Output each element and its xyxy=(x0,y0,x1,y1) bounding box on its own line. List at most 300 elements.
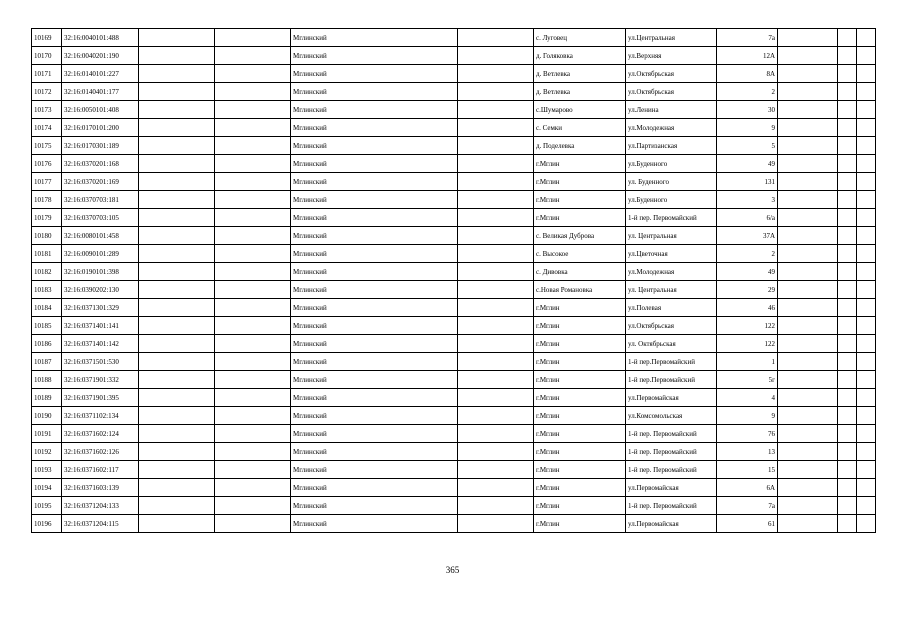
table-row xyxy=(32,443,876,461)
empty-cell xyxy=(215,425,291,443)
empty-cell xyxy=(857,47,876,65)
empty-cell xyxy=(215,47,291,65)
locality-cell: г.Мглин xyxy=(534,209,626,227)
empty-cell xyxy=(838,191,857,209)
house-number-cell: 49 xyxy=(717,155,778,173)
house-number-cell: 7а xyxy=(717,497,778,515)
table-row xyxy=(32,299,876,317)
row-number-cell: 10191 xyxy=(32,425,62,443)
house-number-cell: 29 xyxy=(717,281,778,299)
empty-cell xyxy=(838,407,857,425)
cadastral-number-cell: 32:16:0371401:141 xyxy=(62,317,139,335)
empty-cell xyxy=(215,317,291,335)
house-number-cell: 30 xyxy=(717,101,778,119)
empty-cell xyxy=(139,479,215,497)
empty-cell xyxy=(857,191,876,209)
empty-cell xyxy=(778,479,838,497)
house-number-cell: 122 xyxy=(717,335,778,353)
locality-cell: с. Семки xyxy=(534,119,626,137)
house-number-cell: 6/а xyxy=(717,209,778,227)
table-row xyxy=(32,137,876,155)
cadastral-number-cell: 32:16:0371301:329 xyxy=(62,299,139,317)
empty-cell xyxy=(215,515,291,533)
table-row xyxy=(32,101,876,119)
street-cell: ул.Первомайская xyxy=(626,515,717,533)
empty-cell xyxy=(139,317,215,335)
district-cell: Мглинский xyxy=(291,479,458,497)
cadastral-number-cell: 32:16:0170301:189 xyxy=(62,137,139,155)
cadastral-number-cell: 32:16:0140101:227 xyxy=(62,65,139,83)
row-number-cell: 10193 xyxy=(32,461,62,479)
house-number-cell: 12А xyxy=(717,47,778,65)
empty-cell xyxy=(857,515,876,533)
empty-cell xyxy=(778,209,838,227)
empty-cell xyxy=(838,83,857,101)
locality-cell: д. Голяковка xyxy=(534,47,626,65)
row-number-cell: 10195 xyxy=(32,497,62,515)
row-number-cell: 10178 xyxy=(32,191,62,209)
table-row xyxy=(32,29,876,47)
empty-cell xyxy=(215,353,291,371)
empty-cell xyxy=(838,281,857,299)
district-cell: Мглинский xyxy=(291,137,458,155)
empty-cell xyxy=(139,47,215,65)
row-number-cell: 10194 xyxy=(32,479,62,497)
empty-cell xyxy=(139,83,215,101)
page-number: 365 xyxy=(445,565,460,575)
empty-cell xyxy=(778,65,838,83)
empty-cell xyxy=(215,371,291,389)
row-number-cell: 10180 xyxy=(32,227,62,245)
table-row xyxy=(32,371,876,389)
table-row xyxy=(32,425,876,443)
district-cell: Мглинский xyxy=(291,461,458,479)
street-cell: 1-й пер. Первомайский xyxy=(626,497,717,515)
empty-cell xyxy=(778,137,838,155)
house-number-cell: 1 xyxy=(717,353,778,371)
empty-cell xyxy=(458,479,534,497)
row-number-cell: 10170 xyxy=(32,47,62,65)
table-row xyxy=(32,227,876,245)
empty-cell xyxy=(215,461,291,479)
locality-cell: г.Мглин xyxy=(534,353,626,371)
row-number-cell: 10177 xyxy=(32,173,62,191)
empty-cell xyxy=(857,245,876,263)
cadastral-number-cell: 32:16:0370201:168 xyxy=(62,155,139,173)
empty-cell xyxy=(838,299,857,317)
empty-cell xyxy=(838,443,857,461)
table-row xyxy=(32,47,876,65)
cadastral-number-cell: 32:16:0080101:458 xyxy=(62,227,139,245)
empty-cell xyxy=(458,497,534,515)
locality-cell: г.Мглин xyxy=(534,371,626,389)
empty-cell xyxy=(838,389,857,407)
cadastral-number-cell: 32:16:0190101:398 xyxy=(62,263,139,281)
cadastral-number-cell: 32:16:0140401:177 xyxy=(62,83,139,101)
empty-cell xyxy=(215,137,291,155)
house-number-cell: 4 xyxy=(717,389,778,407)
empty-cell xyxy=(215,227,291,245)
locality-cell: д. Ветлевка xyxy=(534,65,626,83)
empty-cell xyxy=(139,407,215,425)
empty-cell xyxy=(215,173,291,191)
empty-cell xyxy=(857,497,876,515)
cadastral-number-cell: 32:16:0371602:117 xyxy=(62,461,139,479)
empty-cell xyxy=(458,137,534,155)
cadastral-number-cell: 32:16:0371602:126 xyxy=(62,443,139,461)
empty-cell xyxy=(458,101,534,119)
empty-cell xyxy=(838,515,857,533)
empty-cell xyxy=(139,191,215,209)
cadastral-number-cell: 32:16:0370703:105 xyxy=(62,209,139,227)
empty-cell xyxy=(215,29,291,47)
cadastral-number-cell: 32:16:0371501:530 xyxy=(62,353,139,371)
empty-cell xyxy=(139,155,215,173)
empty-cell xyxy=(458,299,534,317)
locality-cell: г.Мглин xyxy=(534,299,626,317)
empty-cell xyxy=(458,29,534,47)
empty-cell xyxy=(857,407,876,425)
row-number-cell: 10179 xyxy=(32,209,62,227)
empty-cell xyxy=(778,407,838,425)
table-row xyxy=(32,263,876,281)
empty-cell xyxy=(857,281,876,299)
empty-cell xyxy=(215,245,291,263)
empty-cell xyxy=(778,317,838,335)
land-register-table xyxy=(31,28,876,533)
empty-cell xyxy=(215,101,291,119)
locality-cell: с. Луговец xyxy=(534,29,626,47)
empty-cell xyxy=(778,191,838,209)
empty-cell xyxy=(857,173,876,191)
empty-cell xyxy=(215,335,291,353)
cadastral-number-cell: 32:16:0390202:130 xyxy=(62,281,139,299)
house-number-cell: 5г xyxy=(717,371,778,389)
row-number-cell: 10175 xyxy=(32,137,62,155)
empty-cell xyxy=(215,407,291,425)
house-number-cell: 5 xyxy=(717,137,778,155)
empty-cell xyxy=(458,209,534,227)
empty-cell xyxy=(838,227,857,245)
empty-cell xyxy=(215,299,291,317)
street-cell: ул.Молодежная xyxy=(626,119,717,137)
street-cell: ул.Октябрьская xyxy=(626,317,717,335)
empty-cell xyxy=(778,101,838,119)
street-cell: 1-й пер. Первомайский xyxy=(626,209,717,227)
locality-cell: д. Поделевка xyxy=(534,137,626,155)
empty-cell xyxy=(838,137,857,155)
table-row xyxy=(32,119,876,137)
empty-cell xyxy=(215,209,291,227)
empty-cell xyxy=(215,479,291,497)
empty-cell xyxy=(458,47,534,65)
street-cell: ул.Полевая xyxy=(626,299,717,317)
cadastral-number-cell: 32:16:0370201:169 xyxy=(62,173,139,191)
empty-cell xyxy=(139,335,215,353)
empty-cell xyxy=(139,101,215,119)
empty-cell xyxy=(778,371,838,389)
empty-cell xyxy=(458,173,534,191)
empty-cell xyxy=(139,299,215,317)
house-number-cell: 9 xyxy=(717,407,778,425)
empty-cell xyxy=(838,371,857,389)
empty-cell xyxy=(139,119,215,137)
district-cell: Мглинский xyxy=(291,263,458,281)
empty-cell xyxy=(857,317,876,335)
street-cell: ул.Ленина xyxy=(626,101,717,119)
table-row xyxy=(32,479,876,497)
empty-cell xyxy=(458,83,534,101)
empty-cell xyxy=(857,371,876,389)
empty-cell xyxy=(139,389,215,407)
empty-cell xyxy=(458,227,534,245)
empty-cell xyxy=(857,137,876,155)
empty-cell xyxy=(458,281,534,299)
empty-cell xyxy=(215,119,291,137)
locality-cell: г.Мглин xyxy=(534,191,626,209)
cadastral-number-cell: 32:16:0371102:134 xyxy=(62,407,139,425)
empty-cell xyxy=(857,479,876,497)
empty-cell xyxy=(139,497,215,515)
empty-cell xyxy=(215,389,291,407)
table-row xyxy=(32,407,876,425)
empty-cell xyxy=(778,47,838,65)
empty-cell xyxy=(778,155,838,173)
house-number-cell: 76 xyxy=(717,425,778,443)
empty-cell xyxy=(857,65,876,83)
row-number-cell: 10169 xyxy=(32,29,62,47)
empty-cell xyxy=(838,173,857,191)
empty-cell xyxy=(139,29,215,47)
cadastral-number-cell: 32:16:0371901:332 xyxy=(62,371,139,389)
empty-cell xyxy=(458,65,534,83)
empty-cell xyxy=(139,209,215,227)
table-row xyxy=(32,389,876,407)
empty-cell xyxy=(778,281,838,299)
empty-cell xyxy=(458,155,534,173)
empty-cell xyxy=(778,335,838,353)
street-cell: ул.Партизанская xyxy=(626,137,717,155)
district-cell: Мглинский xyxy=(291,443,458,461)
district-cell: Мглинский xyxy=(291,515,458,533)
row-number-cell: 10186 xyxy=(32,335,62,353)
empty-cell xyxy=(458,119,534,137)
empty-cell xyxy=(215,443,291,461)
empty-cell xyxy=(857,443,876,461)
empty-cell xyxy=(458,515,534,533)
street-cell: 1-й пер. Первомайский xyxy=(626,425,717,443)
cadastral-number-cell: 32:16:0040201:190 xyxy=(62,47,139,65)
table-row xyxy=(32,245,876,263)
cadastral-number-cell: 32:16:0371204:115 xyxy=(62,515,139,533)
empty-cell xyxy=(458,335,534,353)
district-cell: Мглинский xyxy=(291,281,458,299)
empty-cell xyxy=(838,209,857,227)
row-number-cell: 10171 xyxy=(32,65,62,83)
table-row xyxy=(32,461,876,479)
row-number-cell: 10184 xyxy=(32,299,62,317)
empty-cell xyxy=(838,47,857,65)
empty-cell xyxy=(458,191,534,209)
empty-cell xyxy=(838,497,857,515)
empty-cell xyxy=(838,245,857,263)
house-number-cell: 9 xyxy=(717,119,778,137)
empty-cell xyxy=(778,245,838,263)
table-row xyxy=(32,317,876,335)
table-row xyxy=(32,155,876,173)
empty-cell xyxy=(857,425,876,443)
empty-cell xyxy=(458,407,534,425)
street-cell: ул.Комсомольская xyxy=(626,407,717,425)
locality-cell: д. Ветлевка xyxy=(534,83,626,101)
locality-cell: г.Мглин xyxy=(534,497,626,515)
table-row xyxy=(32,281,876,299)
empty-cell xyxy=(139,353,215,371)
street-cell: ул.Буденного xyxy=(626,191,717,209)
empty-cell xyxy=(778,29,838,47)
street-cell: ул.Буденного xyxy=(626,155,717,173)
street-cell: ул.Октябрьская xyxy=(626,65,717,83)
empty-cell xyxy=(458,425,534,443)
district-cell: Мглинский xyxy=(291,209,458,227)
empty-cell xyxy=(857,461,876,479)
empty-cell xyxy=(778,389,838,407)
house-number-cell: 13 xyxy=(717,443,778,461)
district-cell: Мглинский xyxy=(291,227,458,245)
cadastral-number-cell: 32:16:0371602:124 xyxy=(62,425,139,443)
locality-cell: с.Шумарово xyxy=(534,101,626,119)
empty-cell xyxy=(857,119,876,137)
table-row xyxy=(32,497,876,515)
locality-cell: г.Мглин xyxy=(534,389,626,407)
empty-cell xyxy=(838,479,857,497)
district-cell: Мглинский xyxy=(291,407,458,425)
district-cell: Мглинский xyxy=(291,29,458,47)
empty-cell xyxy=(215,155,291,173)
house-number-cell: 122 xyxy=(717,317,778,335)
empty-cell xyxy=(778,443,838,461)
district-cell: Мглинский xyxy=(291,371,458,389)
empty-cell xyxy=(139,245,215,263)
district-cell: Мглинский xyxy=(291,191,458,209)
street-cell: ул.Молодежная xyxy=(626,263,717,281)
row-number-cell: 10173 xyxy=(32,101,62,119)
empty-cell xyxy=(838,29,857,47)
row-number-cell: 10185 xyxy=(32,317,62,335)
empty-cell xyxy=(215,65,291,83)
empty-cell xyxy=(139,515,215,533)
district-cell: Мглинский xyxy=(291,47,458,65)
cadastral-number-cell: 32:16:0371901:395 xyxy=(62,389,139,407)
house-number-cell: 8А xyxy=(717,65,778,83)
district-cell: Мглинский xyxy=(291,389,458,407)
empty-cell xyxy=(857,209,876,227)
street-cell: ул. Центральная xyxy=(626,227,717,245)
district-cell: Мглинский xyxy=(291,425,458,443)
district-cell: Мглинский xyxy=(291,119,458,137)
row-number-cell: 10183 xyxy=(32,281,62,299)
empty-cell xyxy=(778,83,838,101)
locality-cell: г.Мглин xyxy=(534,443,626,461)
district-cell: Мглинский xyxy=(291,155,458,173)
empty-cell xyxy=(857,101,876,119)
locality-cell: г.Мглин xyxy=(534,173,626,191)
row-number-cell: 10188 xyxy=(32,371,62,389)
street-cell: ул.Цветочная xyxy=(626,245,717,263)
empty-cell xyxy=(458,371,534,389)
empty-cell xyxy=(458,461,534,479)
street-cell: ул.Верхняя xyxy=(626,47,717,65)
row-number-cell: 10190 xyxy=(32,407,62,425)
empty-cell xyxy=(458,245,534,263)
empty-cell xyxy=(458,263,534,281)
empty-cell xyxy=(778,497,838,515)
row-number-cell: 10192 xyxy=(32,443,62,461)
table-body xyxy=(32,29,876,533)
cadastral-number-cell: 32:16:0371204:133 xyxy=(62,497,139,515)
house-number-cell: 131 xyxy=(717,173,778,191)
house-number-cell: 3 xyxy=(717,191,778,209)
row-number-cell: 10189 xyxy=(32,389,62,407)
empty-cell xyxy=(458,389,534,407)
table-row xyxy=(32,209,876,227)
locality-cell: с. Дивовка xyxy=(534,263,626,281)
street-cell: 1-й пер. Первомайский xyxy=(626,461,717,479)
row-number-cell: 10181 xyxy=(32,245,62,263)
empty-cell xyxy=(458,317,534,335)
table-row xyxy=(32,335,876,353)
street-cell: ул.Первомайская xyxy=(626,389,717,407)
street-cell: ул.Первомайская xyxy=(626,479,717,497)
street-cell: ул. Центральная xyxy=(626,281,717,299)
empty-cell xyxy=(139,65,215,83)
house-number-cell: 7а xyxy=(717,29,778,47)
street-cell: 1-й пер.Первомайский xyxy=(626,371,717,389)
empty-cell xyxy=(838,101,857,119)
locality-cell: г.Мглин xyxy=(534,335,626,353)
empty-cell xyxy=(838,353,857,371)
empty-cell xyxy=(215,263,291,281)
district-cell: Мглинский xyxy=(291,317,458,335)
cadastral-number-cell: 32:16:0371401:142 xyxy=(62,335,139,353)
street-cell: ул. Октябрьская xyxy=(626,335,717,353)
table-row xyxy=(32,191,876,209)
row-number-cell: 10187 xyxy=(32,353,62,371)
row-number-cell: 10174 xyxy=(32,119,62,137)
district-cell: Мглинский xyxy=(291,245,458,263)
house-number-cell: 15 xyxy=(717,461,778,479)
locality-cell: г.Мглин xyxy=(534,407,626,425)
street-cell: ул. Буденного xyxy=(626,173,717,191)
empty-cell xyxy=(857,353,876,371)
locality-cell: г.Мглин xyxy=(534,479,626,497)
empty-cell xyxy=(778,461,838,479)
street-cell: 1-й пер.Первомайский xyxy=(626,353,717,371)
empty-cell xyxy=(139,173,215,191)
empty-cell xyxy=(857,155,876,173)
street-cell: 1-й пер. Первомайский xyxy=(626,443,717,461)
empty-cell xyxy=(139,227,215,245)
empty-cell xyxy=(139,461,215,479)
empty-cell xyxy=(778,119,838,137)
cadastral-number-cell: 32:16:0170101:200 xyxy=(62,119,139,137)
house-number-cell: 2 xyxy=(717,245,778,263)
empty-cell xyxy=(857,389,876,407)
empty-cell xyxy=(139,263,215,281)
street-cell: ул.Центральная xyxy=(626,29,717,47)
house-number-cell: 46 xyxy=(717,299,778,317)
district-cell: Мглинский xyxy=(291,101,458,119)
